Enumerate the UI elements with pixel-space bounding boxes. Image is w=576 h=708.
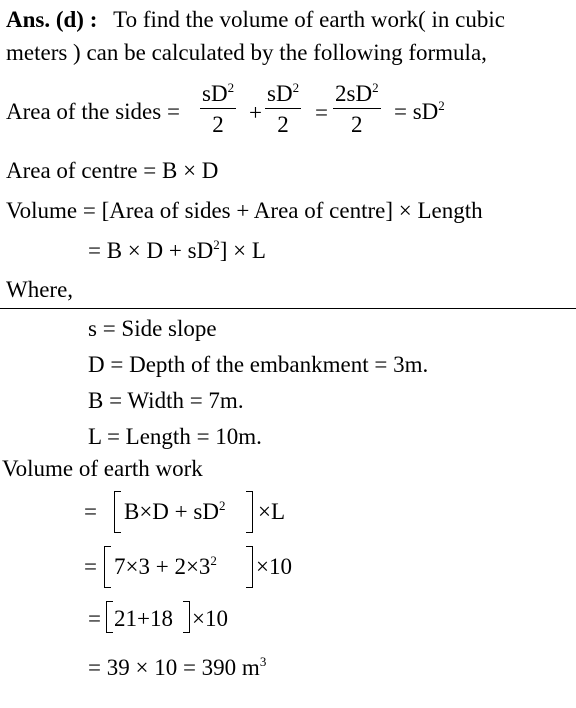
volume-expression-line [88, 239, 266, 262]
definition-depth: D = Depth of the embankment = 3m. [88, 352, 429, 377]
calc-step-1-tail: ×L [258, 499, 286, 524]
volume-title: Volume of earth work [2, 456, 203, 481]
exponent: 2 [227, 80, 235, 95]
exponent: 2 [210, 553, 217, 568]
definition-side-slope: s = Side slope [88, 316, 217, 341]
area-sides-result [394, 100, 445, 123]
final-result: = 39 × 10 = 390 m [88, 655, 260, 680]
exponent: 2 [372, 80, 379, 95]
volume-expression-part: = B × D + sD [88, 238, 214, 263]
volume-definition-line: Volume = [Area of sides + Area of centre] × Length [6, 198, 483, 223]
fraction-3-numerator: 2sD [335, 81, 373, 106]
fraction-3-denominator: 2 [351, 112, 363, 137]
divider-line [0, 308, 576, 309]
exponent: 3 [259, 654, 267, 669]
calc-step-2-inner [114, 555, 217, 578]
bracket-right [183, 601, 190, 633]
fraction-2-denominator: 2 [277, 112, 289, 137]
calc-step-3 [88, 607, 101, 630]
fraction-2-bar [265, 108, 301, 109]
calc-step-1 [84, 500, 97, 523]
equals-sign: = [84, 499, 97, 524]
result-text: = sD [394, 99, 439, 124]
bracket-left [106, 601, 113, 633]
exponent: 2 [218, 498, 226, 513]
bracket-right [246, 546, 253, 588]
intro-line-2: meters ) can be calculated by the following formula, [6, 40, 487, 65]
equals-sign: = [315, 100, 328, 125]
intro-text: To find the volume of earth work( in cubic [113, 7, 505, 32]
exponent: 2 [438, 98, 445, 113]
calc-step-2 [84, 555, 97, 578]
answer-label: Ans. (d) : [6, 7, 98, 32]
where-label: Where, [6, 277, 74, 302]
fraction-1-bar [200, 108, 236, 109]
exponent: 2 [213, 237, 220, 252]
inner-expression: 7×3 + 2×3 [114, 554, 211, 579]
calc-step-3-tail: ×10 [192, 606, 228, 631]
intro-line-1 [6, 8, 572, 31]
bracket-right [246, 491, 253, 533]
fraction-2 [265, 82, 301, 136]
definition-length: L = Length = 10m. [88, 424, 262, 449]
fraction-3 [333, 82, 381, 136]
calc-step-2-tail: ×10 [256, 554, 292, 579]
fraction-2-numerator: sD [267, 81, 293, 106]
equals-sign: = [84, 554, 97, 579]
fraction-1-denominator: 2 [212, 112, 224, 137]
definition-width: B = Width = 7m. [88, 388, 244, 413]
plus-sign: + [249, 100, 262, 125]
equals-sign: = [88, 606, 101, 631]
volume-expression-tail: ] × L [219, 238, 266, 263]
bracket-left [104, 546, 111, 588]
exponent: 2 [292, 80, 300, 95]
calc-step-1-inner [124, 500, 225, 523]
bracket-left [114, 491, 121, 533]
fraction-1-numerator: sD [202, 81, 228, 106]
area-centre-line: Area of centre = B × D [6, 158, 219, 183]
inner-expression: B×D + sD [124, 499, 219, 524]
fraction-3-bar [333, 108, 381, 109]
calc-step-3-inner: 21+18 [114, 606, 173, 631]
calc-step-4 [88, 656, 266, 679]
area-sides-label: Area of the sides = [6, 99, 180, 124]
fraction-1 [200, 82, 236, 136]
